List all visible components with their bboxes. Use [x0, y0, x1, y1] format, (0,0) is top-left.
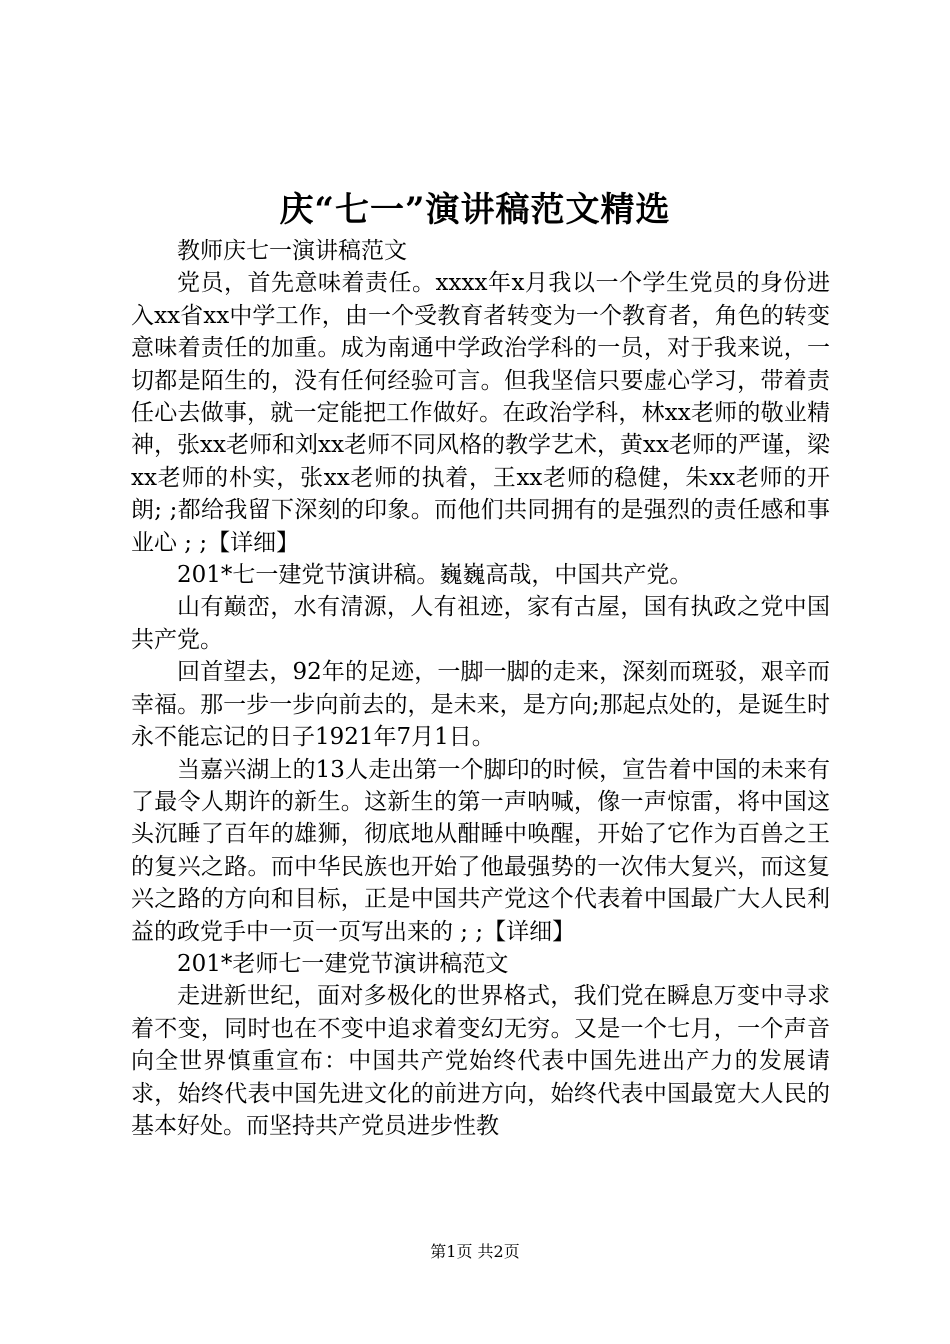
section-heading: 教师庆七一演讲稿范文	[177, 238, 407, 264]
detail-link[interactable]: 【详细】	[207, 529, 300, 556]
body-paragraph	[131, 754, 830, 948]
section-heading: 201*老师七一建党节演讲稿范文	[177, 950, 509, 977]
body-paragraph	[131, 267, 830, 559]
detail-link[interactable]: 【详细】	[483, 918, 576, 945]
document-body	[131, 235, 830, 1142]
body-paragraph: 山有巅峦，水有清源，人有祖迹，家有古屋，国有执政之党中国共产党。	[131, 594, 830, 653]
paragraph-text: 当嘉兴湖上的13人走出第一个脚印的时候，宣告着中国的未来有了最令人期许的新生。这新生的第一声呐喊，像一声惊雷，将中国这头沉睡了百年的雄狮，彻底地从酣睡中唤醒，开始了它作为百兽之王的复兴之路。而中华民族也开始了他最强势的一次伟大复兴，而这复兴之路的方向和目标，正是中国共产党这个代表着中国最广大人民利益的政党手中一页一页写出来的 ; ;	[131, 756, 830, 945]
body-paragraph: 回首望去，92年的足迹，一脚一脚的走来，深刻而斑驳，艰辛而幸福。那一步一步向前去的，是未来，是方向;那起点处的，是诞生时永不能忘记的日子1921年7月1日。	[131, 659, 830, 751]
page-footer: 第1页 共2页	[430, 1242, 520, 1261]
body-paragraph: 走进新世纪，面对多极化的世界格式，我们党在瞬息万变中寻求着不变，同时也在不变中追求着变幻无穷。又是一个七月，一个声音向全世界慎重宣布：中国共产党始终代表中国先进出产力的发展请求，始终代表中国先进文化的前进方向，始终代表中国最宽大人民的基本好处。而坚持共产党员进步性教	[131, 983, 830, 1139]
paragraph-text: 党员，首先意味着责任。xxxx年x月我以一个学生党员的身份进入xx省xx中学工作，由一个受教育者转变为一个教育者，角色的转变意味着责任的加重。成为南通中学政治学科的一员，对于我来说，一切都是陌生的，没有任何经验可言。但我坚信只要虚心学习，带着责任心去做事，就一定能把工作做好。在政治学科，林xx老师的敬业精神，张xx老师和刘xx老师不同风格的教学艺术，黄xx老师的严谨，梁xx老师的朴实，张xx老师的执着，王xx老师的稳健，朱xx老师的开朗; ;都给我留下深刻的印象。而他们共同拥有的是强烈的责任感和事业心 ; ;	[131, 270, 830, 556]
document-title: 庆“七一”演讲稿范文精选	[279, 190, 671, 230]
section-heading: 201*七一建党节演讲稿。巍巍高哉，中国共产党。	[177, 562, 693, 589]
